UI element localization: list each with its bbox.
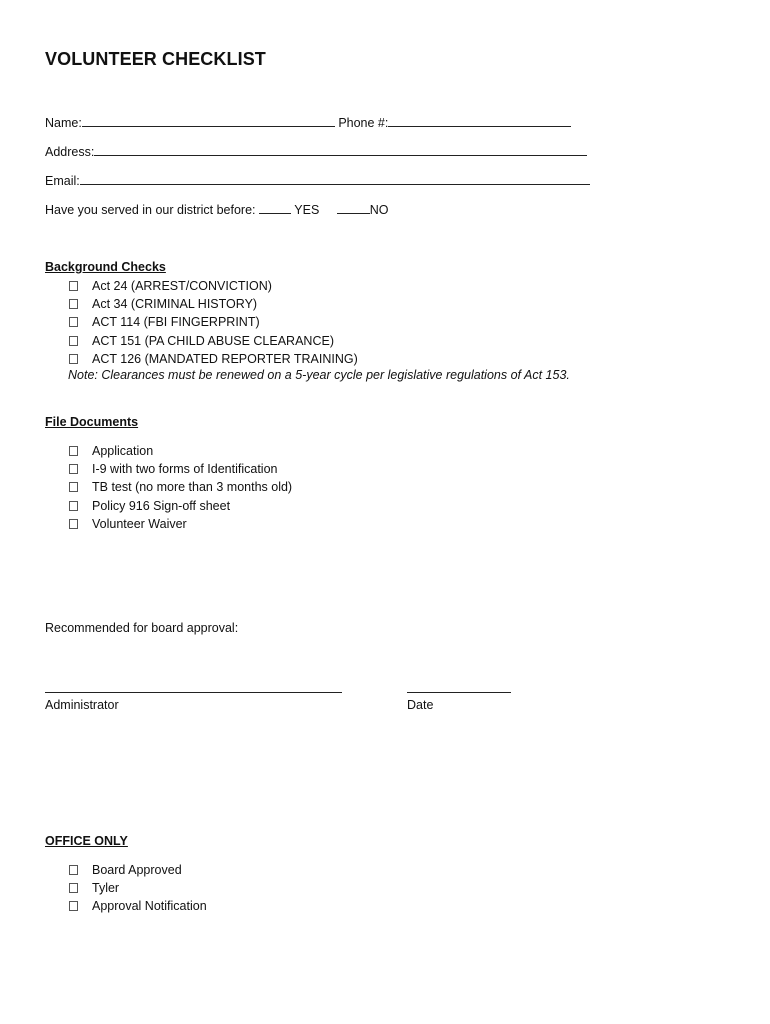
checkbox[interactable] xyxy=(69,317,78,327)
list-item-label: I-9 with two forms of Identification xyxy=(92,462,278,477)
served-before-row xyxy=(45,202,389,217)
checkbox[interactable] xyxy=(69,519,78,529)
checkbox[interactable] xyxy=(69,883,78,893)
administrator-signature-line[interactable] xyxy=(45,692,342,693)
checkbox[interactable] xyxy=(69,336,78,346)
checkbox[interactable] xyxy=(69,464,78,474)
list-item-label: Act 24 (ARREST/CONVICTION) xyxy=(92,279,272,293)
list-item-label: Application xyxy=(92,444,154,458)
list-item xyxy=(68,332,358,350)
office-only-heading: OFFICE ONLY xyxy=(45,834,128,848)
file-documents-list xyxy=(68,442,292,533)
list-item-label: ACT 114 (FBI FINGERPRINT) xyxy=(92,315,260,330)
list-item-label: Act 34 (CRIMINAL HISTORY) xyxy=(92,297,258,312)
list-item-label: Policy 916 Sign-off sheet xyxy=(92,498,231,513)
name-label: Name: xyxy=(45,116,82,130)
background-checks-heading: Background Checks xyxy=(45,260,166,274)
address-row xyxy=(45,144,587,159)
date-label: Date xyxy=(407,698,434,712)
email-row xyxy=(45,173,590,188)
yes-label: YES xyxy=(294,203,320,217)
no-label: NO xyxy=(369,203,389,217)
name-field[interactable] xyxy=(82,115,335,127)
checkbox[interactable] xyxy=(69,354,78,364)
name-phone-row xyxy=(45,115,571,130)
checkbox[interactable] xyxy=(69,865,78,875)
served-question: Have you served in our district before: xyxy=(45,203,256,217)
email-field[interactable] xyxy=(80,173,590,185)
background-checks-list xyxy=(68,277,358,368)
list-item xyxy=(68,442,292,460)
address-field[interactable] xyxy=(94,144,587,156)
list-item-label: TB test (no more than 3 months old) xyxy=(92,480,293,495)
list-item xyxy=(68,277,358,295)
list-item-label: Board Approved xyxy=(92,863,182,877)
file-documents-heading: File Documents xyxy=(45,415,139,429)
checkbox[interactable] xyxy=(69,299,78,309)
list-item xyxy=(68,313,358,331)
office-only-list xyxy=(68,861,207,916)
list-item-label: Tyler xyxy=(92,881,120,896)
address-label: Address: xyxy=(45,145,95,159)
email-label: Email: xyxy=(45,174,80,188)
list-item xyxy=(68,515,292,533)
checkbox[interactable] xyxy=(69,501,78,511)
checkbox[interactable] xyxy=(69,281,78,291)
page-title: VOLUNTEER CHECKLIST xyxy=(45,49,266,69)
list-item xyxy=(68,879,207,897)
list-item-label: ACT 126 (MANDATED REPORTER TRAINING) xyxy=(92,351,358,366)
clearance-note: Note: Clearances must be renewed on a 5-year cycle per legislative regulations of Act 153. xyxy=(68,368,570,382)
list-item-label: Volunteer Waiver xyxy=(92,516,187,531)
list-item xyxy=(68,295,358,313)
date-signature-line[interactable] xyxy=(407,692,511,693)
list-item xyxy=(68,897,207,915)
list-item xyxy=(68,350,358,368)
list-item xyxy=(68,497,292,515)
list-item xyxy=(68,460,292,478)
no-field[interactable] xyxy=(337,202,370,214)
recommended-label: Recommended for board approval: xyxy=(45,621,239,635)
list-item-label: Approval Notification xyxy=(92,899,207,914)
phone-label: Phone #: xyxy=(338,116,389,130)
phone-field[interactable] xyxy=(388,115,571,127)
checkbox[interactable] xyxy=(69,482,78,492)
administrator-label: Administrator xyxy=(45,698,119,712)
checkbox[interactable] xyxy=(69,901,78,911)
list-item xyxy=(68,861,207,879)
list-item-label: ACT 151 (PA CHILD ABUSE CLEARANCE) xyxy=(92,333,334,348)
list-item xyxy=(68,478,292,496)
yes-field[interactable] xyxy=(259,202,291,214)
checkbox[interactable] xyxy=(69,446,78,456)
